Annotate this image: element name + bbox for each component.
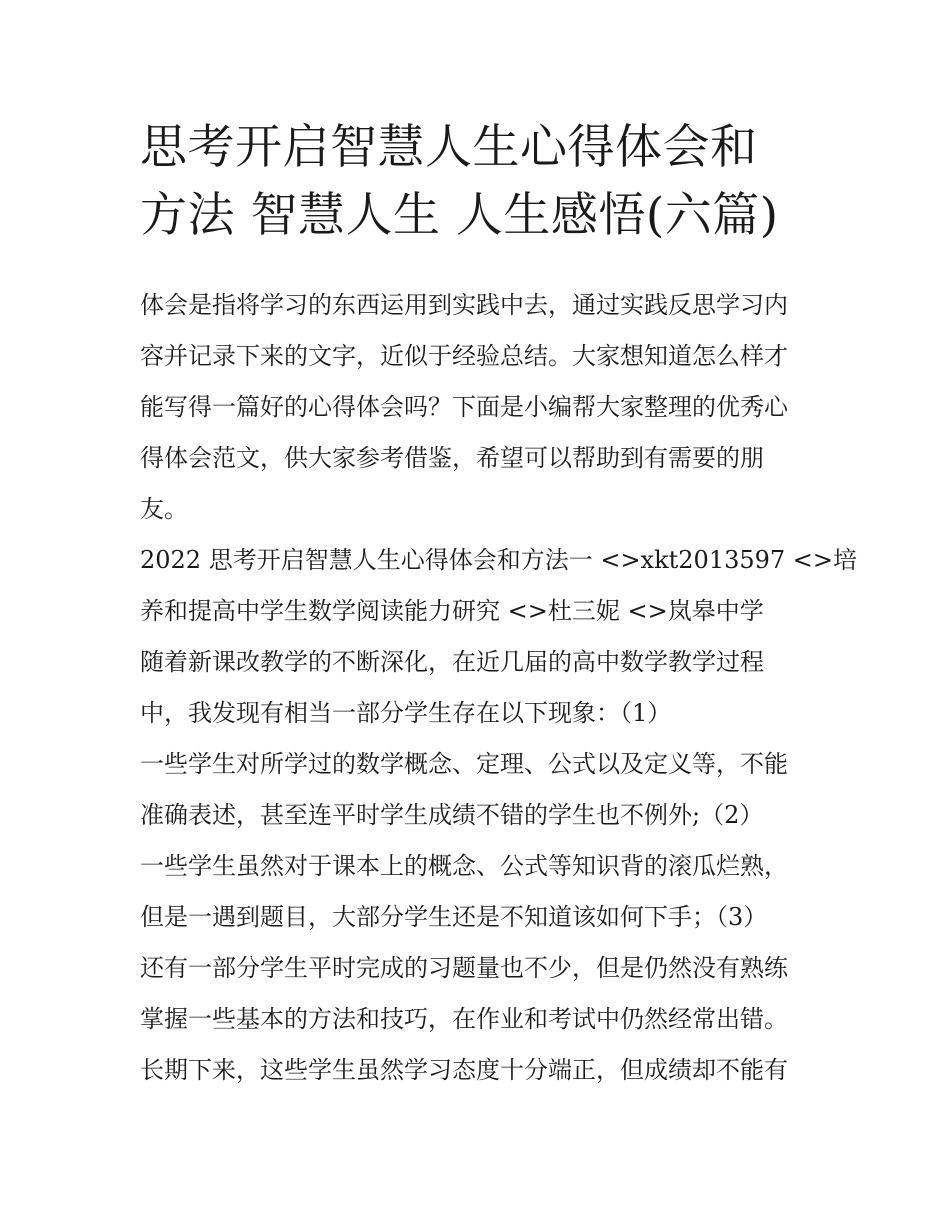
document-title [140,114,820,250]
body-line: 随着新课改教学的不断深化，在近几届的高中数学教学过程 [140,648,764,676]
body-line: 掌握一些基本的方法和技巧，在作业和考试中仍然经常出错。 [140,1005,788,1033]
title-line-1: 思考开启智慧人生心得体会和 [140,120,758,175]
body-line: 友。 [140,495,188,523]
body-line: 一些学生对所学过的数学概念、定理、公式以及定义等，不能 [140,750,788,778]
body-line: 一些学生虽然对于课本上的概念、公式等知识背的滚瓜烂熟， [140,852,788,880]
title-line-2: 方法 智慧人生 人生感悟(六篇) [140,188,779,243]
body-line: 得体会范文，供大家参考借鉴，希望可以帮助到有需要的朋 [140,444,764,472]
document-body [140,280,858,1096]
body-line: 养和提高中学生数学阅读能力研究 <>杜三妮 <>岚皋中学 [140,597,764,625]
body-line: 但是一遇到题目，大部分学生还是不知道该如何下手；（3） [140,903,768,931]
body-line: 准确表述，甚至连平时学生成绩不错的学生也不例外;（2） [140,801,764,829]
body-line: 2022 思考开启智慧人生心得体会和方法一 <>xkt2013597 <>培 [140,546,858,574]
body-line: 能写得一篇好的心得体会吗？下面是小编帮大家整理的优秀心 [140,393,788,421]
body-line: 还有一部分学生平时完成的习题量也不少，但是仍然没有熟练 [140,954,788,982]
body-line: 中，我发现有相当一部分学生存在以下现象：（1） [140,699,672,727]
body-line: 长期下来，这些学生虽然学习态度十分端正，但成绩却不能有 [140,1056,788,1084]
body-line: 容并记录下来的文字，近似于经验总结。大家想知道怎么样才 [140,342,788,370]
body-line: 体会是指将学习的东西运用到实践中去，通过实践反思学习内 [140,291,788,319]
